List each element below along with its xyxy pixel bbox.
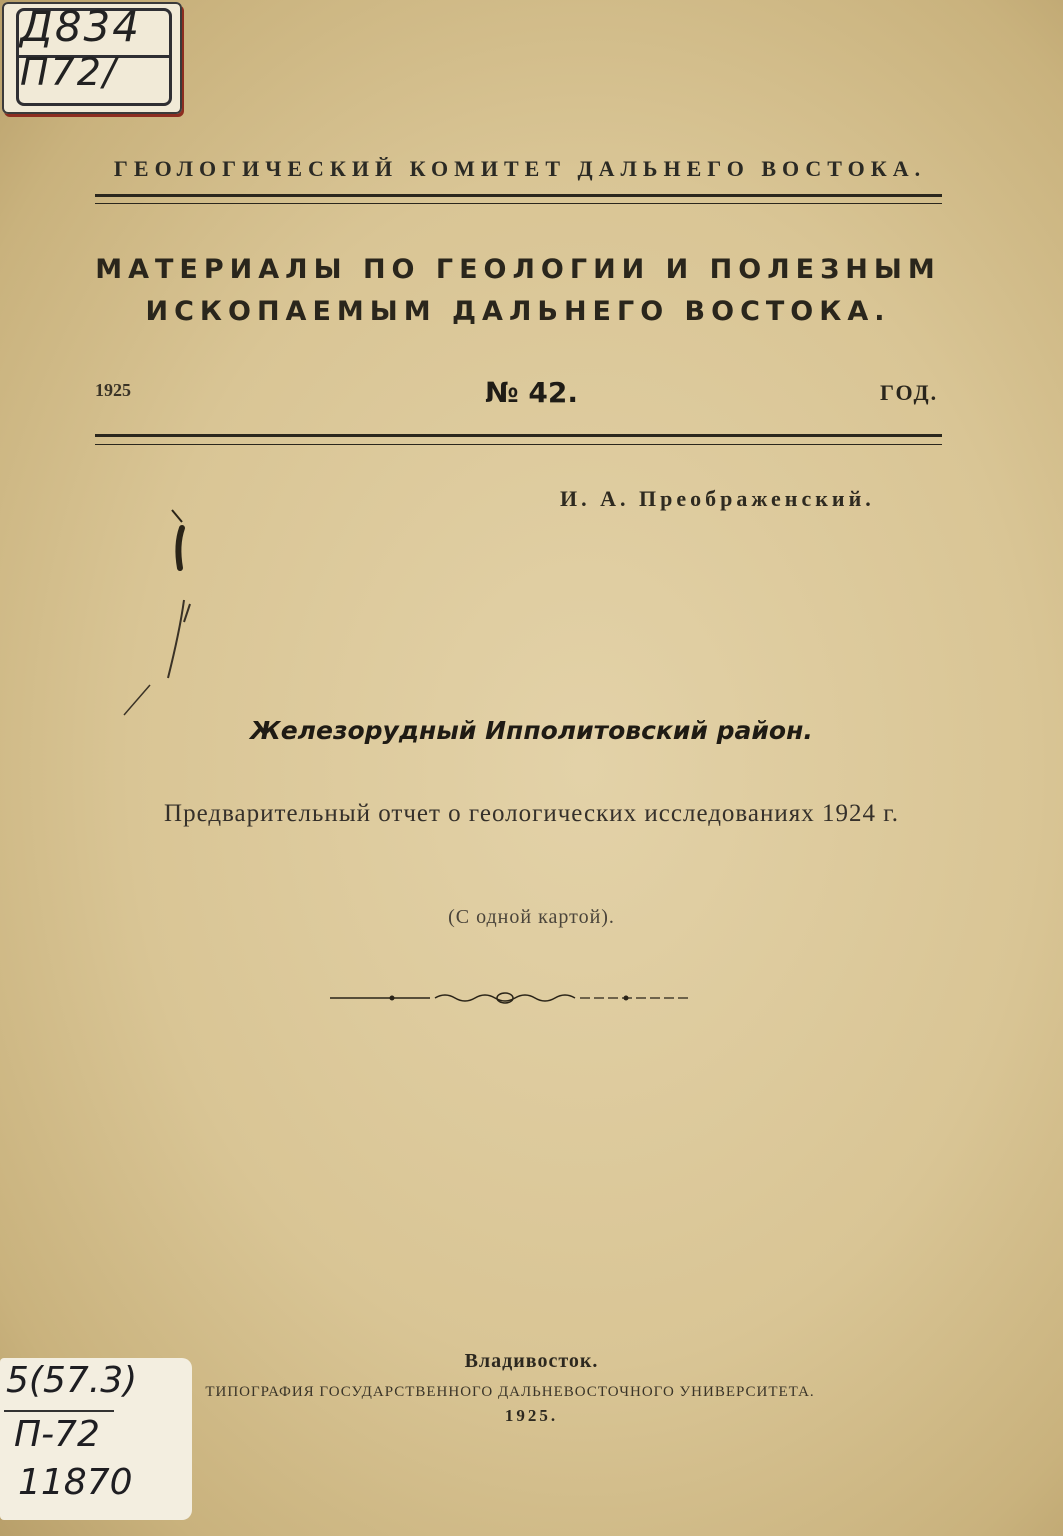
stamp-top-line1: Д834 (20, 2, 141, 51)
library-stamp-top (2, 2, 182, 114)
issue-number: № 42. (484, 376, 579, 409)
shelf-label-line2: П-72 (14, 1414, 100, 1455)
issue-rule-thick (95, 434, 942, 437)
committee-name: ГЕОЛОГИЧЕСКИЙ КОМИТЕТ ДАЛЬНЕГО ВОСТОКА. (113, 156, 927, 181)
stamp-top-line2: П72/ (20, 50, 118, 94)
shelf-label-line1: 5(57.3) (6, 1360, 138, 1401)
author-name: И. А. Преображенский. (560, 486, 875, 511)
series-title-line1: МАТЕРИАЛЫ ПО ГЕОЛОГИИ И ПОЛЕЗНЫМ (95, 254, 941, 285)
shelf-label-rule (4, 1410, 114, 1412)
issue-year-label: ГОД. (880, 380, 939, 405)
report-title: Железорудный Ипполитовский район. (250, 716, 813, 745)
shelf-label-bottom (0, 1358, 192, 1520)
header-rule-thick (95, 194, 942, 197)
shelf-label-line3: 11870 (18, 1462, 133, 1503)
report-subtitle: Предварительный отчет о геологических исследованиях 1924 г. (164, 800, 899, 827)
issue-rule-thin (95, 444, 942, 445)
imprint-year: 1925. (504, 1406, 559, 1425)
header-rule-thin (95, 203, 942, 204)
imprint-city: Владивосток. (464, 1350, 599, 1372)
series-title-line2: ИСКОПАЕМЫМ ДАЛЬНЕГО ВОСТОКА. (145, 296, 891, 327)
issue-year-left: 1925 (95, 380, 131, 400)
map-note: (С одной картой). (448, 906, 615, 928)
pencil-mark-icon (110, 500, 220, 730)
imprint-printer: ТИПОГРАФИЯ ГОСУДАРСТВЕННОГО ДАЛЬНЕВОСТОЧНОГО УНИВЕРСИТЕТА. (205, 1384, 815, 1400)
ornament-divider-icon (330, 988, 690, 1008)
